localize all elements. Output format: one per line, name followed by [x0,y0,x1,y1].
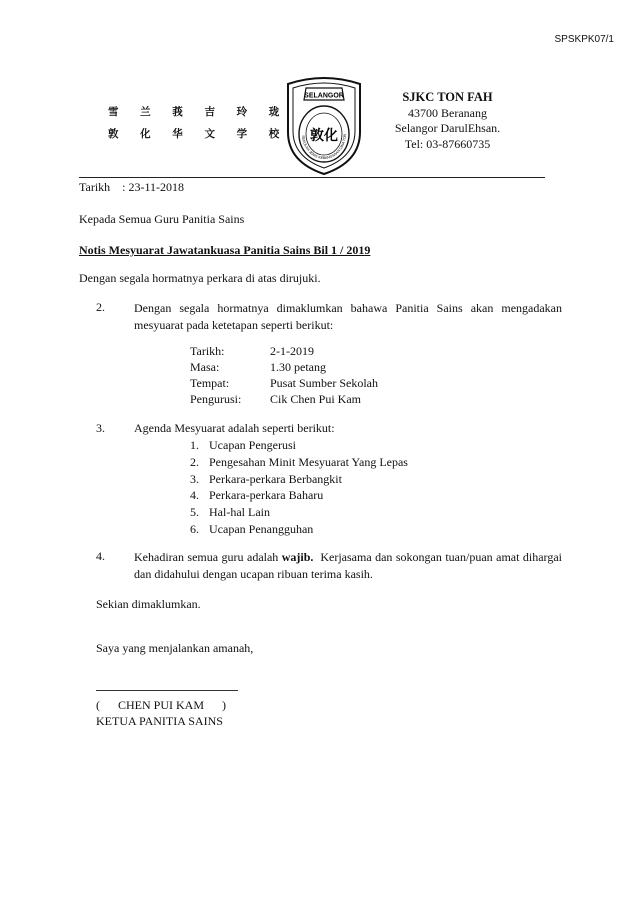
detail-label-time: Masa: [190,360,220,374]
emphasis-wajib: wajib. [281,550,314,564]
para2-text: Dengan segala hormatnya dimaklumkan bahawa Panitia Sains akan mengadakan mesyuarat pada ketetapan seperti berikut: [134,301,562,332]
signature-line [96,690,238,691]
sign-intro: Saya yang menjalankan amanah, [96,641,254,655]
para3-text: Agenda Mesyuarat adalah seperti berikut: [134,421,335,435]
detail-value-place: Pusat Sumber Sekolah [270,376,378,390]
document-code: SPSKPK07/1 [554,34,614,45]
signatory-name: ( CHEN PUI KAM ) [96,698,226,712]
agenda-item: 4. Perkara-perkara Baharu [190,488,324,503]
chinese-line-2: 敦 化 华 文 学 校 [108,128,289,140]
detail-label-place: Tempat: [190,376,230,390]
header-divider [79,177,545,178]
logo-top-text: SELANGOR [304,92,344,100]
chinese-line-1: 雪 兰 莪 吉 玲 珑 [108,106,289,118]
agenda-item: 5. Hal-hal Lain [190,505,270,520]
school-logo [282,74,366,176]
logo-ring-text: SEKOLAH JENIS KEBANGSAAN CINA TON [301,133,348,161]
detail-value-chair: Cik Chen Pui Kam [270,392,362,406]
signatory-position: KETUA PANITIA SAINS [96,714,223,728]
recipient: Kepada Semua Guru Panitia Sains [79,212,245,226]
detail-value-time: 1.30 petang [270,360,326,374]
school-crest-icon [282,74,366,176]
school-name: SJKC TON FAH [402,90,493,104]
agenda-item: 3. Perkara-perkara Berbangkit [190,471,342,486]
logo-center-text: 敦化 [310,128,338,144]
notice-title: Notis Mesyuarat Jawatankuasa Panitia Sains Bil 1 / 2019 [79,243,371,257]
para3-number: 3. [96,421,105,435]
school-info [380,90,515,152]
detail-label-date: Tarikh: [190,344,225,358]
para4-number: 4. [96,549,105,563]
detail-value-date: 2-1-2019 [270,344,314,358]
school-phone: Tel: 03-87660735 [404,136,491,151]
para2-number: 2. [96,300,105,314]
agenda-item: 2. Pengesahan Minit Mesyuarat Yang Lepas [190,454,408,469]
school-address-2: Selangor DarulEhsan. [394,121,501,135]
detail-label-chair: Pengurusi: [190,392,242,406]
agenda-item: 1. Ucapan Pengerusi [190,438,296,452]
agenda-item: 6. Ucapan Penangguhan [190,521,314,536]
intro-line: Dengan segala hormatnya perkara di atas dirujuki. [79,271,321,285]
closing-line: Sekian dimaklumkan. [96,597,201,611]
para4-text: Kehadiran semua guru adalah wajib. Kerjasama dan sokongan tuan/puan amat dihargai dan didahului dengan ucapan ribuan terima kasih. [134,550,565,581]
date-line: Tarikh : 23-11-2018 [79,180,185,194]
school-address-1: 43700 Beranang [408,105,487,120]
agenda-list [190,437,408,538]
